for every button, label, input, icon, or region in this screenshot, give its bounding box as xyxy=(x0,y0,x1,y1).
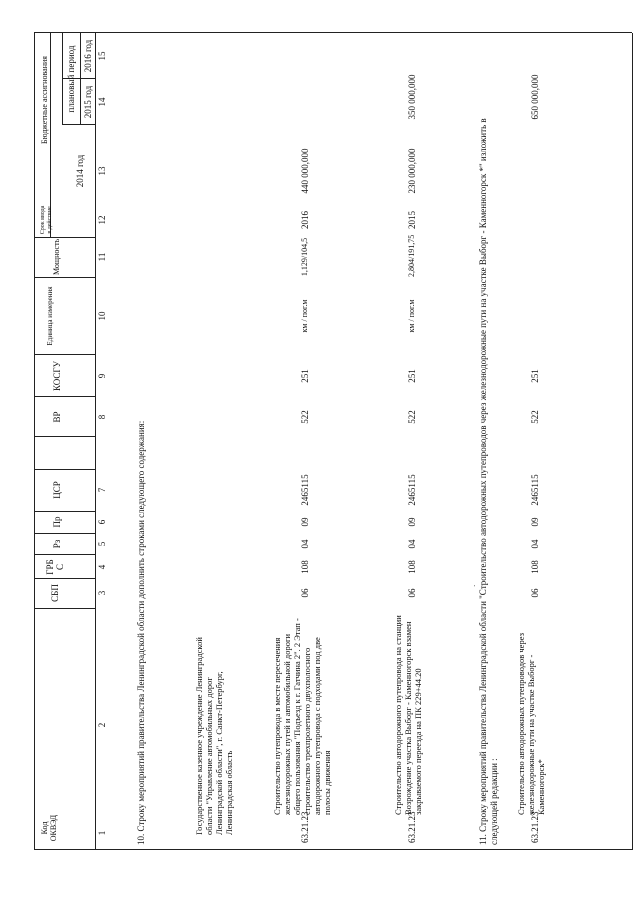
table-border-bottom xyxy=(632,33,633,850)
table-border-left xyxy=(34,849,632,850)
col-sep-grbs xyxy=(34,554,95,555)
years-header-line xyxy=(80,33,81,125)
row-1-term: 2016 xyxy=(300,211,310,229)
row-1-rz: 04 xyxy=(300,539,310,549)
planned-header-line xyxy=(62,33,63,125)
row-1-grbs: 108 xyxy=(300,560,310,574)
col-sep-kosgu xyxy=(34,396,95,397)
col-sep-vr xyxy=(34,436,95,437)
row-1-2014: 440 000,000 xyxy=(300,148,310,194)
column-number-row-line xyxy=(95,33,96,850)
table-border-top xyxy=(34,33,35,850)
row-1-pr: 09 xyxy=(300,517,310,527)
row-2-vr: 522 xyxy=(407,410,417,424)
row-3-name: Строительство автодорожных путепроводов через железнодорожные пути на участке Выборг - Каменногорск* xyxy=(516,633,546,815)
row-2-sbp: 06 xyxy=(407,588,417,598)
header-term: Срок ввода в действие xyxy=(40,205,53,235)
header-unit: Единица измерения xyxy=(46,286,54,346)
header-planned: плановый период xyxy=(66,45,76,113)
row-1-unit: км / пог.м xyxy=(300,299,309,333)
stray-mark: · xyxy=(471,584,479,587)
row-2-rz: 04 xyxy=(407,539,417,549)
header-sbp: СБП xyxy=(50,584,60,602)
row-2-unit: км / пог.м xyxy=(407,299,416,333)
colnum-7: 7 xyxy=(97,487,107,493)
colnum-8: 8 xyxy=(97,414,107,420)
colnum-15: 15 xyxy=(97,51,107,61)
row-1-power: 1,129/104,5 xyxy=(300,237,309,277)
header-pr: Пр xyxy=(52,516,62,528)
row-2-csr: 2465115 xyxy=(407,474,417,506)
row-3-vr: 522 xyxy=(530,410,540,424)
colnum-1: 1 xyxy=(97,830,107,836)
header-okved: Код ОКВЭД xyxy=(40,814,58,842)
col-sep-unit xyxy=(34,354,95,355)
col-sep-2014-b xyxy=(81,124,95,125)
row-2-2014: 230 000,000 xyxy=(407,148,417,194)
header-2015: 2015 год xyxy=(83,85,93,119)
header-csr: ЦСР xyxy=(52,481,62,499)
header-2014: 2014 год xyxy=(75,154,85,188)
colnum-4: 4 xyxy=(97,564,107,570)
header-2016: 2016 год xyxy=(83,39,93,73)
header-power: Мощность xyxy=(52,238,61,275)
colnum-12: 12 xyxy=(97,215,107,225)
colnum-13: 13 xyxy=(97,166,107,176)
row-2-term: 2015 xyxy=(407,211,417,229)
colnum-3: 3 xyxy=(97,590,107,596)
row-1-sbp: 06 xyxy=(300,588,310,598)
row-3-sbp: 06 xyxy=(530,588,540,598)
colnum-9: 9 xyxy=(97,373,107,379)
row-3-kosgu: 251 xyxy=(530,369,540,383)
row-3-csr: 2465115 xyxy=(530,474,540,506)
row-1-csr: 2465115 xyxy=(300,474,310,506)
col-sep-sbp xyxy=(34,578,95,579)
item-11-text-line2: следующей редакции : xyxy=(489,758,499,845)
item-11-text-line1: 11. Строку мероприятий правительства Ленинградской области "Строительство автодорожных путепроводов через железнодорожные пути на участке Выборг - Каменногорск *" изложить в xyxy=(478,118,488,845)
colnum-6: 6 xyxy=(97,519,107,525)
row-3-grbs: 108 xyxy=(530,560,540,574)
header-budget: Бюджетные ассигнования xyxy=(40,56,49,144)
colnum-14: 14 xyxy=(97,97,107,107)
row-2-grbs: 108 xyxy=(407,560,417,574)
colnum-11: 11 xyxy=(97,252,107,262)
header-grbs: ГРБ С xyxy=(45,559,65,575)
row-3-pr: 09 xyxy=(530,517,540,527)
row-org-name: Государственное казенное учреждение Ленинградской области "Управление автомобильных дорог Ленинградской области", г. Санкт-Петербург, Ленинградская область xyxy=(194,637,234,835)
row-2-power: 2,804/191,75 xyxy=(407,234,416,277)
row-1-vr: 522 xyxy=(300,410,310,424)
row-2-2015: 350 000,000 xyxy=(407,74,417,120)
row-3-2015: 650 000,000 xyxy=(530,74,540,120)
row-1-name: Строительство путепровода в месте пересечения железнодорожных путей и автомобильной дороги общего пользования "Подъезд к г. Гатчина 2". 2 Этап - строительство трехпролетного двухполосного автодорожного путепровода с подходами под две полосы движения xyxy=(272,618,332,815)
row-3-rz: 04 xyxy=(530,539,540,549)
colnum-5: 5 xyxy=(97,541,107,547)
colnum-2: 2 xyxy=(97,722,107,728)
table-border-right xyxy=(34,32,632,33)
header-kosgu: КОСГУ xyxy=(52,361,62,391)
row-1-kosgu: 251 xyxy=(300,369,310,383)
header-vr: ВР xyxy=(52,411,62,423)
colnum-10: 10 xyxy=(97,311,107,321)
row-2-name: Строительство автодорожного путепровода на станции Возрождение участка Выборг - Каменногорск взамен закрываемого переезда на ПК 229+44.20 xyxy=(393,615,423,815)
col-sep-csr xyxy=(34,469,95,470)
col-sep-power xyxy=(34,277,95,278)
row-2-okved: 63.21.23 xyxy=(407,811,417,843)
col-sep-pr xyxy=(34,511,95,512)
col-sep-rz xyxy=(34,533,95,534)
row-3-okved: 63.21.23 xyxy=(530,811,540,843)
header-rz: Рз xyxy=(52,539,62,549)
row-2-pr: 09 xyxy=(407,517,417,527)
col-sep-term xyxy=(34,237,95,238)
col-sep-name xyxy=(34,608,95,609)
item-10-text: 10. Строку мероприятий правительства Ленинградской области дополнить строками следующего содержания: xyxy=(136,420,146,845)
row-2-kosgu: 251 xyxy=(407,369,417,383)
row-1-okved: 63.21.23 xyxy=(300,811,310,843)
